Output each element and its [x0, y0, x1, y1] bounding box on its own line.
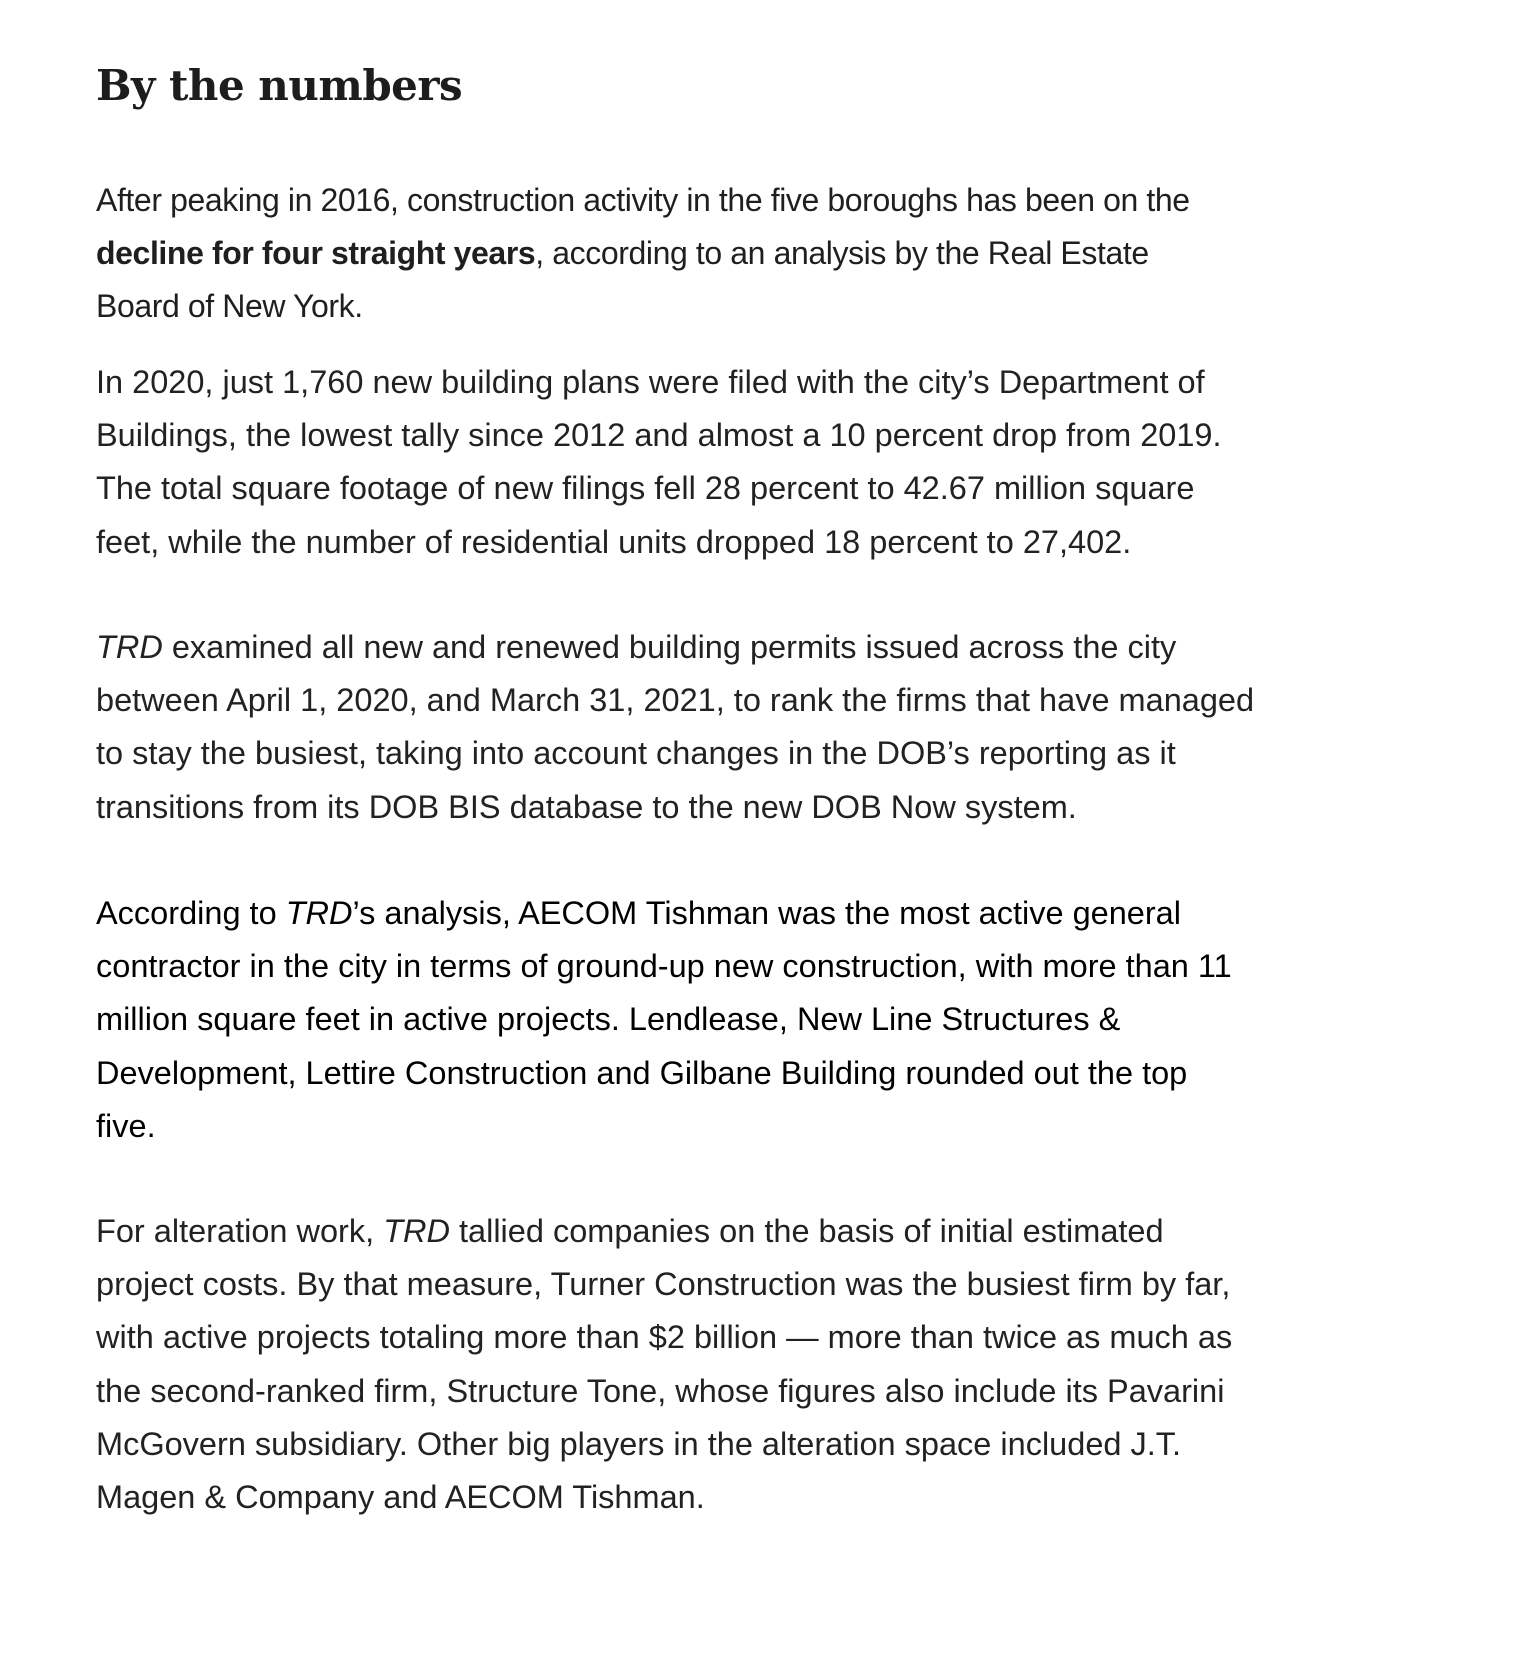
text-line	[96, 356, 1346, 409]
text-line	[96, 887, 1346, 940]
text-line	[96, 174, 1346, 227]
text-run: ’s analysis, AECOM Tishman was the most active general	[352, 895, 1181, 931]
publication-name-italic: TRD	[96, 629, 163, 665]
text-line	[96, 940, 1346, 993]
text-run: Buildings, the lowest tally since 2012 and almost a 10 percent drop from 2019.	[96, 417, 1222, 454]
text-line	[96, 621, 1346, 674]
text-run: million square feet in active projects. Lendlease, New Line Structures &	[96, 1001, 1121, 1038]
text-run: After peaking in 2016, construction activity in the five boroughs has been on the	[96, 182, 1190, 218]
paragraph-methodology	[96, 621, 1346, 834]
paragraph-alteration-ranking	[96, 1205, 1346, 1524]
text-line	[96, 462, 1346, 515]
text-line	[96, 227, 1346, 280]
paragraph-construction-decline	[96, 174, 1346, 334]
paragraph-new-construction-ranking	[96, 887, 1346, 1153]
text-run: In 2020, just 1,760 new building plans were filed with the city’s Department of	[96, 364, 1205, 400]
text-run: between April 1, 2020, and March 31, 2021, to rank the firms that have managed	[96, 682, 1255, 719]
text-line	[96, 1418, 1346, 1471]
text-run: Board of New York.	[96, 288, 363, 325]
text-run: Magen & Company and AECOM Tishman.	[96, 1479, 705, 1516]
text-line	[96, 516, 1346, 569]
paragraph-2020-filings	[96, 356, 1346, 569]
text-run: Development, Lettire Construction and Gilbane Building rounded out the top	[96, 1054, 1188, 1091]
text-line	[96, 727, 1346, 780]
text-run: five.	[96, 1107, 156, 1144]
text-line	[96, 674, 1346, 727]
text-line	[96, 781, 1346, 834]
text-line	[96, 1047, 1346, 1100]
text-run: According to	[96, 895, 286, 931]
text-run: examined all new and renewed building permits issued across the city	[162, 629, 1177, 665]
publication-name-italic: TRD	[285, 895, 353, 931]
text-run: For alteration work,	[96, 1213, 384, 1249]
text-line	[96, 993, 1346, 1046]
text-line	[96, 1365, 1346, 1418]
text-run: tallied companies on the basis of initial estimated	[449, 1213, 1164, 1249]
text-run: the second-ranked firm, Structure Tone, whose figures also include its Pavarini	[96, 1372, 1225, 1409]
emphasis-bold: decline for four straight years	[96, 235, 536, 272]
section-heading: By the numbers	[96, 61, 463, 110]
text-line	[96, 280, 1346, 333]
text-line	[96, 1258, 1346, 1311]
text-line	[96, 1100, 1346, 1153]
text-line	[96, 1311, 1346, 1364]
text-run: contractor in the city in terms of ground-up new construction, with more than 11	[96, 948, 1232, 985]
text-run: with active projects totaling more than $2 billion — more than twice as much as	[96, 1319, 1233, 1356]
text-line	[96, 409, 1346, 462]
text-run: feet, while the number of residential units dropped 18 percent to 27,402.	[96, 523, 1132, 560]
text-run: project costs. By that measure, Turner Construction was the busiest firm by far,	[96, 1266, 1231, 1303]
text-line	[96, 1205, 1346, 1258]
text-run: The total square footage of new filings fell 28 percent to 42.67 million square	[96, 470, 1195, 507]
text-run: to stay the busiest, taking into account changes in the DOB’s reporting as it	[96, 735, 1176, 772]
text-run: transitions from its DOB BIS database to the new DOB Now system.	[96, 788, 1077, 825]
text-line	[96, 1471, 1346, 1524]
publication-name-italic: TRD	[383, 1213, 450, 1249]
text-run: McGovern subsidiary. Other big players in the alteration space included J.T.	[96, 1425, 1182, 1462]
text-run: , according to an analysis by the Real Estate	[535, 235, 1149, 272]
